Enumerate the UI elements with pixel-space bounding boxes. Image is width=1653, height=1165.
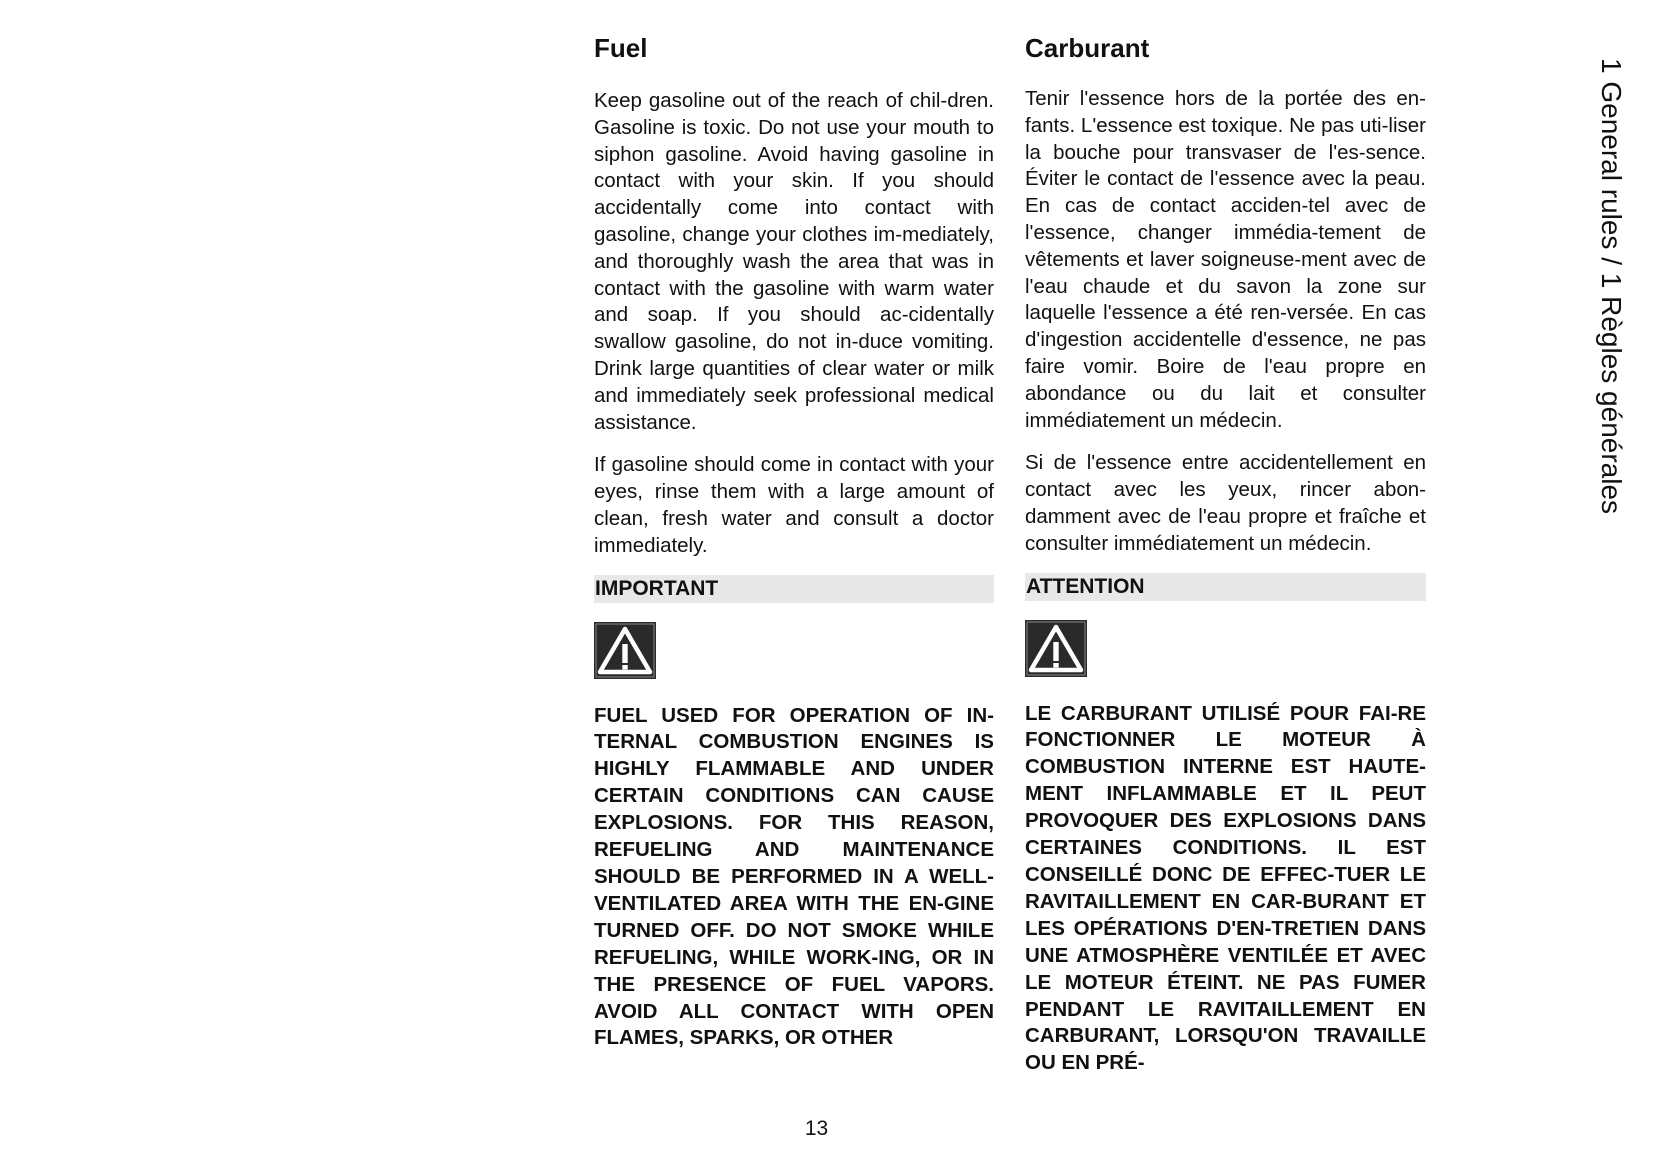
chapter-side-title xyxy=(1583,58,1633,518)
paragraph-eyes-en: If gasoline should come in contact with your eyes, rinse them with a large amount of clean, fresh water and consult a doctor immediately. xyxy=(594,453,994,557)
page-number-text: 13 xyxy=(804,1117,829,1140)
paragraph-toxicity-fr: Tenir l'essence hors de la portée des en-fants. L'essence est toxique. Ne pas uti-liser la bouche pour transvaser de l'es-sence. Éviter le contact de l'essence avec la peau. En cas de contact acciden-tel avec de l'essence, changer immédia-tement de vêtements et laver soigneuse-ment avec de l'eau chaude et du savon la zone sur laquelle l'essence a été ren-versée. En cas d'ingestion accidentelle d'essence, ne pas faire vomir. Boire de l'eau propre en abondance ou du lait et consulter immédiatement un médecin. xyxy=(1025,87,1426,432)
paragraph-eyes-fr: Si de l'essence entre accidentellement en contact avec les yeux, rincer abon-damment avec de l'eau propre et fraîche et consulter immédiatement un médecin. xyxy=(1025,451,1426,555)
warning-triangle-icon xyxy=(1025,620,1087,677)
page-number xyxy=(0,1117,1653,1141)
warning-text-fr: LE CARBURANT UTILISÉ POUR FAI-RE FONCTIONNER LE MOTEUR À COMBUSTION INTERNE EST HAUTE-MENT INFLAMMABLE ET IL PEUT PROVOQUER DES EXPLOSIONS DANS CERTAINES CONDITIONS. IL EST CONSEILLÉ DONC DE EFFEC-TUER LE RAVITAILLEMENT EN CAR-BURANT ET LES OPÉRATIONS D'EN-TRETIEN DANS UNE ATMOSPHÈRE VENTILÉE ET AVEC LE MOTEUR ÉTEINT. NE PAS FUMER PENDANT LE RAVITAILLEMENT EN CARBURANT, LORSQU'ON TRAVAILLE OU EN PRÉ- xyxy=(1025,701,1426,1075)
french-column xyxy=(1025,30,1426,1077)
section-heading-fuel: Fuel xyxy=(594,33,648,63)
chapter-side-title-text: 1 General rules / 1 Règles générales xyxy=(1596,58,1627,515)
warning-text-en: FUEL USED FOR OPERATION OF IN-TERNAL COMBUSTION ENGINES IS HIGHLY FLAMMABLE AND UNDER CERTAIN CONDITIONS CAN CAUSE EXPLOSIONS. FOR THIS REASON, REFUELING AND MAINTENANCE SHOULD BE PERFORMED IN A WELL-VENTILATED AREA WITH THE EN-GINE TURNED OFF. DO NOT SMOKE WHILE REFUELING, WHILE WORK-ING, OR IN THE PRESENCE OF FUEL VAPORS. AVOID ALL CONTACT WITH OPEN FLAMES, SPARKS, OR OTHER xyxy=(594,703,994,1050)
warning-triangle-icon xyxy=(594,622,656,679)
section-heading-carburant: Carburant xyxy=(1025,33,1150,63)
paragraph-toxicity-en: Keep gasoline out of the reach of chil-dren. Gasoline is toxic. Do not use your mouth to siphon gasoline. Avoid having gasoline in contact with your skin. If you should accidentally come into contact with gasoline, change your clothes im-mediately, and thoroughly wash the area that was in contact with the gasoline with warm water and soap. If you should ac-cidentally swallow gasoline, do not in-duce vomiting. Drink large quantities of clear water or milk and immediately seek professional medical assistance. xyxy=(594,89,994,434)
attention-banner: ATTENTION xyxy=(1025,573,1426,601)
english-column xyxy=(594,30,994,1052)
important-banner: IMPORTANT xyxy=(594,575,994,603)
